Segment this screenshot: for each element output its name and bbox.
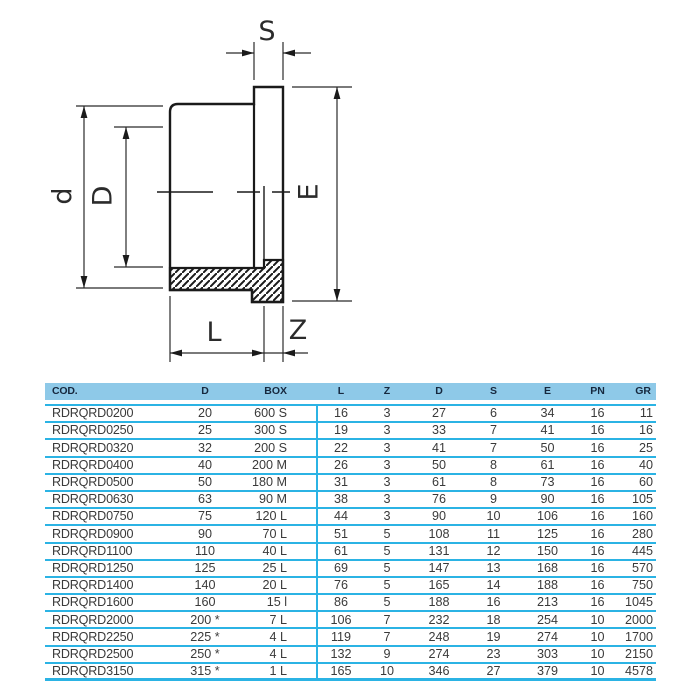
cell-gr: 25 <box>638 440 653 455</box>
cell-box: 4 L <box>269 629 287 644</box>
table-row <box>45 578 656 595</box>
cell-e: 34 <box>540 406 555 421</box>
cell-d: 25 <box>197 423 212 438</box>
cell-d: 63 <box>197 492 212 507</box>
cell-cod: RDRQRD2500 <box>52 646 134 661</box>
cell-l: 119 <box>330 629 352 644</box>
cell-l: 86 <box>333 595 348 610</box>
cell-d: 110 <box>194 543 216 558</box>
cell-l: 19 <box>333 423 348 438</box>
cell-s: 19 <box>486 629 501 644</box>
cell-cod: RDRQRD2000 <box>52 612 134 627</box>
cell-z: 3 <box>383 509 391 524</box>
cell-box: 1 L <box>269 663 287 678</box>
table-row <box>45 406 656 423</box>
cell-e: 213 <box>536 595 558 610</box>
cell-cod: RDRQRD0200 <box>52 406 134 421</box>
cell-pn: 16 <box>590 492 605 507</box>
dimension-D <box>114 127 163 267</box>
cell-box: 4 L <box>269 646 287 661</box>
cell-z: 10 <box>379 663 394 678</box>
cell-s: 12 <box>486 543 501 558</box>
cell-s: 8 <box>489 457 497 472</box>
table-row <box>45 509 656 526</box>
cell-l: 44 <box>333 509 348 524</box>
cell-e: 61 <box>540 457 555 472</box>
cell-pn: 16 <box>590 475 605 490</box>
cell-s: 7 <box>489 440 497 455</box>
cell-cod: RDRQRD3150 <box>52 663 134 678</box>
cell-e: 254 <box>536 612 558 627</box>
table-row <box>45 440 656 457</box>
cell-e: 125 <box>536 526 558 541</box>
table-vertical-divider <box>316 406 318 681</box>
cell-d2: 274 <box>428 646 450 661</box>
cell-pn: 10 <box>590 612 605 627</box>
cell-gr: 105 <box>631 492 653 507</box>
cell-d: 50 <box>197 475 212 490</box>
cell-d2: 131 <box>428 543 450 558</box>
cell-pn: 10 <box>590 629 605 644</box>
cell-cod: RDRQRD1250 <box>52 560 134 575</box>
cell-pn: 16 <box>590 509 605 524</box>
cell-box: 70 L <box>262 526 287 541</box>
cell-z: 5 <box>383 578 391 593</box>
header-z: Z <box>383 385 391 398</box>
cell-e: 379 <box>536 663 558 678</box>
table-row <box>45 544 656 561</box>
table-body <box>45 404 656 681</box>
cell-z: 7 <box>383 629 391 644</box>
cell-cod: RDRQRD0400 <box>52 457 134 472</box>
cell-pn: 16 <box>590 406 605 421</box>
cell-s: 7 <box>489 423 497 438</box>
cell-d2: 27 <box>431 406 446 421</box>
table-row <box>45 629 656 646</box>
cell-box: 7 L <box>269 612 287 627</box>
cell-z: 3 <box>383 457 391 472</box>
table-row <box>45 561 656 578</box>
cell-l: 165 <box>330 663 352 678</box>
cell-box: 200 M <box>251 457 287 472</box>
cell-s: 13 <box>486 560 501 575</box>
cell-z: 5 <box>383 560 391 575</box>
cell-box: 25 L <box>262 560 287 575</box>
cell-l: 51 <box>333 526 348 541</box>
cell-z: 3 <box>383 492 391 507</box>
cell-l: 31 <box>333 475 348 490</box>
cell-pn: 10 <box>590 646 605 661</box>
cell-box: 90 M <box>259 492 287 507</box>
label-d: d <box>47 187 79 205</box>
cell-gr: 750 <box>631 578 653 593</box>
cell-box: 20 L <box>262 578 287 593</box>
label-S: S <box>258 16 276 47</box>
cell-cod: RDRQRD0900 <box>52 526 134 541</box>
cell-e: 41 <box>540 423 555 438</box>
cell-box: 15 l <box>266 595 287 610</box>
label-D: D <box>87 185 119 207</box>
cell-d2: 147 <box>428 560 450 575</box>
cell-d2: 232 <box>428 612 450 627</box>
table-row <box>45 423 656 440</box>
cell-e: 150 <box>536 543 558 558</box>
cell-e: 274 <box>536 629 558 644</box>
cell-e: 90 <box>540 492 555 507</box>
section-hatch <box>170 260 283 302</box>
table-row <box>45 526 656 543</box>
cell-d2: 108 <box>428 526 450 541</box>
cell-s: 8 <box>489 475 497 490</box>
cell-d2: 33 <box>431 423 446 438</box>
cell-gr: 16 <box>638 423 653 438</box>
cell-pn: 10 <box>590 663 605 678</box>
table-row <box>45 475 656 492</box>
cell-s: 11 <box>486 526 501 541</box>
cell-z: 5 <box>383 526 391 541</box>
cell-pn: 16 <box>590 543 605 558</box>
cell-cod: RDRQRD0630 <box>52 492 134 507</box>
cell-s: 6 <box>489 406 497 421</box>
cell-d: 315 * <box>190 663 220 678</box>
table-header-row <box>45 383 656 400</box>
cell-cod: RDRQRD0500 <box>52 475 134 490</box>
cell-gr: 1045 <box>624 595 653 610</box>
cell-d: 140 <box>194 578 216 593</box>
dimension-S <box>226 42 311 80</box>
cell-d: 32 <box>197 440 212 455</box>
table-row <box>45 492 656 509</box>
header-d2: D <box>435 385 443 398</box>
cell-pn: 16 <box>590 526 605 541</box>
cell-s: 9 <box>489 492 497 507</box>
cell-z: 3 <box>383 475 391 490</box>
label-Z: Z <box>288 315 308 346</box>
cell-l: 69 <box>333 560 348 575</box>
cell-s: 18 <box>486 612 501 627</box>
cell-gr: 570 <box>631 560 653 575</box>
cell-z: 3 <box>383 423 391 438</box>
cell-d2: 90 <box>431 509 446 524</box>
cell-d2: 346 <box>428 663 450 678</box>
cell-d: 200 * <box>190 612 220 627</box>
cell-e: 188 <box>536 578 558 593</box>
cell-l: 22 <box>333 440 348 455</box>
cell-l: 132 <box>330 646 352 661</box>
cell-pn: 16 <box>590 560 605 575</box>
cell-d2: 248 <box>428 629 450 644</box>
cell-z: 3 <box>383 406 391 421</box>
cell-l: 26 <box>333 457 348 472</box>
cell-d: 90 <box>197 526 212 541</box>
table-row <box>45 595 656 612</box>
cell-pn: 16 <box>590 457 605 472</box>
cell-s: 27 <box>486 663 501 678</box>
cell-l: 16 <box>333 406 348 421</box>
cell-box: 40 L <box>262 543 287 558</box>
cell-e: 168 <box>536 560 558 575</box>
cell-d: 125 <box>194 560 216 575</box>
table-row <box>45 458 656 475</box>
cell-d2: 165 <box>428 578 450 593</box>
cell-gr: 280 <box>631 526 653 541</box>
cell-e: 106 <box>536 509 558 524</box>
cell-gr: 445 <box>631 543 653 558</box>
cell-d2: 188 <box>428 595 450 610</box>
cell-z: 3 <box>383 440 391 455</box>
cell-cod: RDRQRD1400 <box>52 578 134 593</box>
cell-box: 200 S <box>254 440 287 455</box>
cell-l: 61 <box>333 543 348 558</box>
cell-gr: 40 <box>638 457 653 472</box>
cell-l: 76 <box>333 578 348 593</box>
cell-z: 7 <box>383 612 391 627</box>
header-s: S <box>489 385 497 398</box>
label-L: L <box>206 317 222 348</box>
cell-pn: 16 <box>590 595 605 610</box>
header-e: E <box>543 385 551 398</box>
cell-z: 5 <box>383 595 391 610</box>
cell-pn: 16 <box>590 578 605 593</box>
cell-box: 600 S <box>254 406 287 421</box>
cell-s: 16 <box>486 595 501 610</box>
cell-pn: 16 <box>590 440 605 455</box>
cell-cod: RDRQRD2250 <box>52 629 134 644</box>
table-row <box>45 612 656 629</box>
header-box: BOX <box>264 385 287 398</box>
cell-s: 23 <box>486 646 501 661</box>
cell-gr: 2000 <box>624 612 653 627</box>
cell-cod: RDRQRD1100 <box>52 543 133 558</box>
cell-gr: 11 <box>639 406 653 421</box>
table-row <box>45 647 656 664</box>
header-gr: GR <box>635 385 651 398</box>
cell-cod: RDRQRD0750 <box>52 509 134 524</box>
cell-gr: 1700 <box>624 629 653 644</box>
header-d: D <box>201 385 209 398</box>
dimension-L-Z <box>170 296 308 362</box>
cell-s: 14 <box>486 578 501 593</box>
cell-z: 9 <box>383 646 391 661</box>
cell-d: 75 <box>197 509 212 524</box>
header-pn: PN <box>590 385 605 398</box>
cell-gr: 160 <box>631 509 653 524</box>
cell-e: 73 <box>540 475 555 490</box>
cell-gr: 4578 <box>624 663 653 678</box>
cell-cod: RDRQRD1600 <box>52 595 134 610</box>
cell-gr: 2150 <box>624 646 653 661</box>
cell-d: 250 * <box>190 646 220 661</box>
header-l: L <box>337 385 345 398</box>
cell-cod: RDRQRD0250 <box>52 423 134 438</box>
cell-box: 300 S <box>254 423 287 438</box>
cell-d: 20 <box>197 406 212 421</box>
cell-e: 50 <box>540 440 555 455</box>
header-cod: COD. <box>52 385 78 398</box>
label-E: E <box>293 183 325 201</box>
cell-cod: RDRQRD0320 <box>52 440 134 455</box>
cell-d2: 76 <box>431 492 446 507</box>
table-row <box>45 664 656 681</box>
cell-d2: 61 <box>431 475 446 490</box>
cell-box: 120 L <box>255 509 287 524</box>
cell-e: 303 <box>536 646 558 661</box>
cell-pn: 16 <box>590 423 605 438</box>
cell-s: 10 <box>486 509 501 524</box>
cell-d: 40 <box>197 457 212 472</box>
cell-gr: 60 <box>638 475 653 490</box>
cell-d: 225 * <box>190 629 220 644</box>
cell-box: 180 M <box>251 475 287 490</box>
cell-z: 5 <box>383 543 391 558</box>
cell-l: 38 <box>333 492 348 507</box>
cell-d: 160 <box>194 595 216 610</box>
spec-table <box>45 383 656 681</box>
cell-d2: 41 <box>431 440 446 455</box>
cell-d2: 50 <box>431 457 446 472</box>
cell-l: 106 <box>330 612 352 627</box>
